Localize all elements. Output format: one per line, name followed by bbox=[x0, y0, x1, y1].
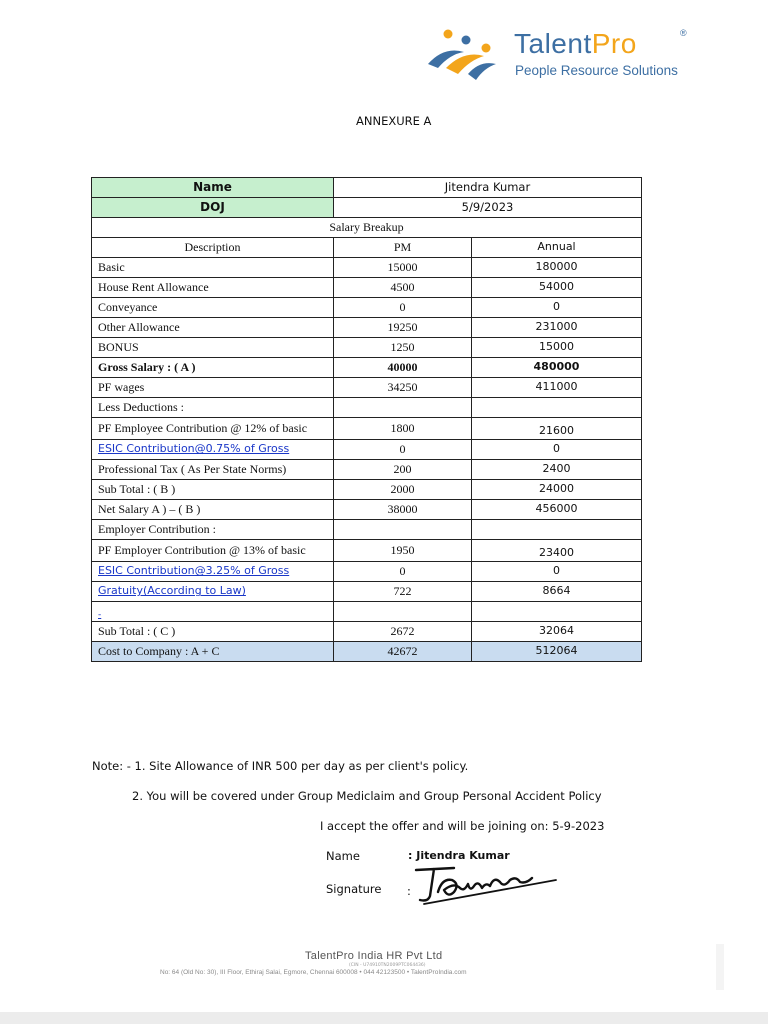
table-row bbox=[92, 622, 642, 642]
row-pm: 40000 bbox=[334, 358, 472, 378]
salary-breakup-table bbox=[91, 177, 642, 662]
row-annual: 24000 bbox=[472, 480, 642, 500]
ctc-row bbox=[92, 642, 642, 662]
footer-address: No: 64 (Old No: 30), III Floor, Ethiraj Salai, Egmore, Chennai 600008 • 044 42123500 • TalentProIndia.com bbox=[160, 969, 467, 976]
table-row bbox=[92, 582, 642, 602]
row-annual: 21600 bbox=[472, 418, 642, 440]
header-row bbox=[92, 238, 642, 258]
footer-side-bar bbox=[716, 944, 724, 990]
row-annual: 8664 bbox=[472, 582, 642, 602]
logo-wordmark bbox=[514, 28, 637, 60]
table-row bbox=[92, 178, 642, 198]
row-label: PF Employer Contribution @ 13% of basic bbox=[92, 540, 334, 562]
row-pm: 4500 bbox=[334, 278, 472, 298]
doj-label: DOJ bbox=[92, 198, 334, 218]
row-pm: 0 bbox=[334, 562, 472, 582]
row-label: Sub Total : ( C ) bbox=[92, 622, 334, 642]
row-annual: 32064 bbox=[472, 622, 642, 642]
row-pm: 722 bbox=[334, 582, 472, 602]
row-annual: 2400 bbox=[472, 460, 642, 480]
table-row bbox=[92, 520, 642, 540]
logo-tagline: People Resource Solutions bbox=[515, 63, 678, 78]
row-pm: 42672 bbox=[334, 642, 472, 662]
row-pm: 1950 bbox=[334, 540, 472, 562]
employee-name: Jitendra Kumar bbox=[334, 178, 642, 198]
row-pm: 1250 bbox=[334, 338, 472, 358]
annexure-title: ANNEXURE A bbox=[356, 114, 432, 128]
acceptance-name-value: : Jitendra Kumar bbox=[408, 849, 510, 862]
row-pm: 200 bbox=[334, 460, 472, 480]
note-1: Note: - 1. Site Allowance of INR 500 per day as per client's policy. bbox=[92, 759, 469, 773]
row-pm: 2000 bbox=[334, 480, 472, 500]
row-annual: 480000 bbox=[472, 358, 642, 378]
row-label: Conveyance bbox=[92, 298, 334, 318]
row-annual: 180000 bbox=[472, 258, 642, 278]
table-row bbox=[92, 338, 642, 358]
people-logo-icon bbox=[424, 24, 510, 80]
bottom-strip bbox=[0, 1012, 768, 1024]
note-2: 2. You will be covered under Group Mediclaim and Group Personal Accident Policy bbox=[132, 789, 602, 803]
logo-name-part2: Pro bbox=[591, 28, 637, 59]
row-label: PF Employee Contribution @ 12% of basic bbox=[92, 418, 334, 440]
table-row bbox=[92, 278, 642, 298]
row-annual: 15000 bbox=[472, 338, 642, 358]
row-pm: 2672 bbox=[334, 622, 472, 642]
row-pm: 1800 bbox=[334, 418, 472, 440]
row-label: Less Deductions : bbox=[92, 398, 334, 418]
row-label: Basic bbox=[92, 258, 334, 278]
header-description: Description bbox=[92, 238, 334, 258]
row-label: House Rent Allowance bbox=[92, 278, 334, 298]
table-row bbox=[92, 500, 642, 520]
row-pm: 19250 bbox=[334, 318, 472, 338]
acceptance-statement: I accept the offer and will be joining on: 5-9-2023 bbox=[320, 819, 605, 833]
row-annual: 0 bbox=[472, 562, 642, 582]
row-label: Other Allowance bbox=[92, 318, 334, 338]
table-row bbox=[92, 398, 642, 418]
table-row bbox=[92, 378, 642, 398]
doj-value: 5/9/2023 bbox=[334, 198, 642, 218]
table-row bbox=[92, 358, 642, 378]
signature-image bbox=[408, 862, 560, 906]
row-annual: 54000 bbox=[472, 278, 642, 298]
row-annual: 0 bbox=[472, 298, 642, 318]
footer-cin: (CIN - U74910TN2009PTC064436) bbox=[349, 963, 426, 968]
row-annual: 411000 bbox=[472, 378, 642, 398]
row-annual: 23400 bbox=[472, 540, 642, 562]
registered-mark: ® bbox=[680, 28, 687, 38]
row-annual: 512064 bbox=[472, 642, 642, 662]
row-pm: 15000 bbox=[334, 258, 472, 278]
table-row bbox=[92, 198, 642, 218]
blank-mark-link[interactable]: - bbox=[92, 602, 334, 622]
row-label: BONUS bbox=[92, 338, 334, 358]
table-row bbox=[92, 440, 642, 460]
table-row bbox=[92, 318, 642, 338]
table-row bbox=[92, 540, 642, 562]
gratuity-link[interactable]: Gratuity(According to Law) bbox=[92, 582, 334, 602]
esic-employee-link[interactable]: ESIC Contribution@0.75% of Gross bbox=[92, 440, 334, 460]
table-row bbox=[92, 480, 642, 500]
table-row bbox=[92, 298, 642, 318]
signature-label: Signature bbox=[326, 882, 382, 896]
table-row bbox=[92, 562, 642, 582]
row-annual: 231000 bbox=[472, 318, 642, 338]
row-pm: 0 bbox=[334, 440, 472, 460]
row-label: Employer Contribution : bbox=[92, 520, 334, 540]
row-annual: 0 bbox=[472, 440, 642, 460]
row-pm: 38000 bbox=[334, 500, 472, 520]
row-label: Professional Tax ( As Per State Norms) bbox=[92, 460, 334, 480]
table-row bbox=[92, 602, 642, 622]
table-row bbox=[92, 218, 642, 238]
row-label: Cost to Company : A + C bbox=[92, 642, 334, 662]
table-row bbox=[92, 258, 642, 278]
header-pm: PM bbox=[334, 238, 472, 258]
row-pm: 0 bbox=[334, 298, 472, 318]
footer-company: TalentPro India HR Pvt Ltd bbox=[305, 950, 443, 962]
table-row bbox=[92, 460, 642, 480]
section-title: Salary Breakup bbox=[92, 218, 642, 238]
signature-colon: : bbox=[407, 884, 411, 898]
letterhead-footer bbox=[92, 940, 726, 992]
row-label: Gross Salary : ( A ) bbox=[92, 358, 334, 378]
talentpro-logo bbox=[424, 24, 724, 84]
row-annual: 456000 bbox=[472, 500, 642, 520]
row-pm: 34250 bbox=[334, 378, 472, 398]
acceptance-name-label: Name bbox=[326, 849, 360, 863]
name-label: Name bbox=[92, 178, 334, 198]
row-label: Net Salary A ) – ( B ) bbox=[92, 500, 334, 520]
table-row bbox=[92, 418, 642, 440]
header-annual: Annual bbox=[472, 238, 642, 258]
row-label: PF wages bbox=[92, 378, 334, 398]
row-label: Sub Total : ( B ) bbox=[92, 480, 334, 500]
esic-employer-link[interactable]: ESIC Contribution@3.25% of Gross bbox=[92, 562, 334, 582]
logo-name-part1: Talent bbox=[514, 28, 592, 59]
